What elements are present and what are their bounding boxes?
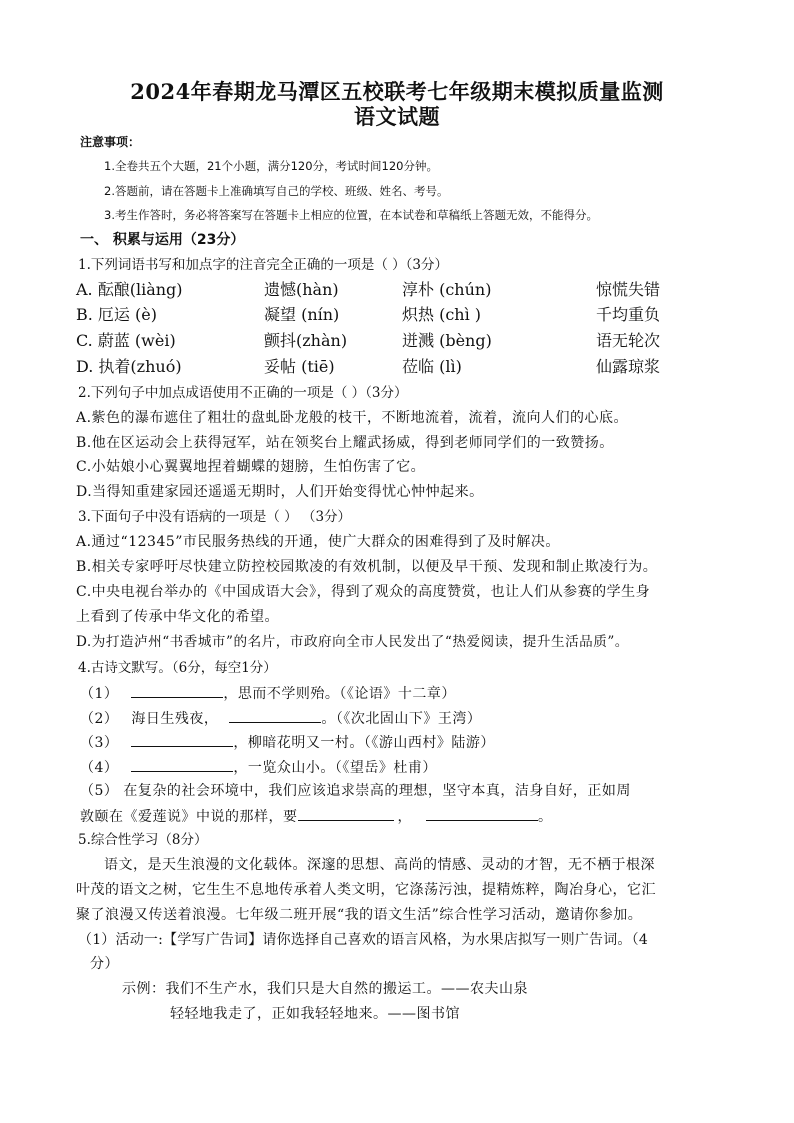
- option-b-col3: 炽热 (chì ): [402, 305, 482, 324]
- question-3-option-c-cont: 上看到了传承中华文化的希望。: [76, 609, 279, 625]
- note-item: 2.答题前，请在答题卡上准确填写自己的学校、班级、姓名、考号。: [104, 184, 449, 198]
- item-text: 海日生残夜，: [131, 711, 219, 727]
- item-number: （1）: [80, 686, 119, 702]
- question-5-paragraph: 叶茂的语文之树，它生生不息地传承着人类文明，它涤荡污浊，提精炼粹，陶冶身心，它汇: [76, 882, 656, 898]
- exam-title: 2024年春期龙马潭区五校联考七年级期末模拟质量监测: [130, 79, 664, 104]
- answer-blank[interactable]: [229, 708, 321, 723]
- option-a-col4: 惊慌失错: [596, 280, 661, 299]
- option-c-col4: 语无轮次: [596, 331, 661, 350]
- question-2-option-d: D.当得知重建家园还遥遥无期时，人们开始变得忧心忡忡起来。: [76, 484, 484, 500]
- item-number: （2）: [80, 711, 119, 727]
- answer-blank[interactable]: [298, 806, 394, 821]
- dictation-item-3: [80, 732, 495, 752]
- note-item: 3.考生作答时，务必将答案写在答题卡上相应的位置，在本试卷和草稿纸上答题无效，不能得分。: [104, 208, 598, 222]
- item-text: ，一览众山小。（《望岳》杜甫）: [233, 760, 437, 776]
- dictation-item-2: [80, 708, 481, 728]
- dictation-item-5-cont: [80, 806, 553, 826]
- option-a-col3: 淳朴 (chún): [402, 280, 492, 299]
- item-text: 。（《次北固山下》王湾）: [321, 711, 482, 727]
- option-c-col2: 颤抖(zhàn): [264, 331, 348, 350]
- option-b-col2: 凝望 (nín): [264, 305, 340, 324]
- option-c-col1: C. 蔚蓝 (wèi): [76, 331, 176, 350]
- item-text: ，思而不学则殆。（《论语》十二章）: [223, 686, 456, 702]
- item-text: 敦颐在《爱莲说》中说的那样，要: [80, 809, 298, 825]
- question-5-paragraph: 聚了浪漫又传送着浪漫。七年级二班开展“我的语文生活”综合性学习活动，邀请你参加。: [76, 907, 643, 923]
- option-d-col2: 妥帖 (tiē): [264, 357, 335, 376]
- answer-blank[interactable]: [131, 683, 223, 698]
- question-5-sub1-cont: 分）: [90, 956, 119, 972]
- answer-blank[interactable]: [131, 732, 233, 747]
- question-3-option-c: C.中央电视台举办的《中国成语大会》，得到了观众的高度赞赏，也让人们从参赛的学生身: [76, 584, 651, 600]
- question-3-option-b: B.相关专家呼吁尽快建立防控校园欺凌的有效机制，以便及早干预、发现和制止欺凌行为。: [76, 559, 658, 575]
- section-heading: 一、 积累与运用（23分）: [80, 232, 245, 248]
- option-b-col4: 千均重负: [596, 305, 661, 324]
- question-2-stem: 2.下列句子中加点成语使用不正确的一项是（ ）（3分）: [78, 385, 408, 401]
- question-4-stem: 4.古诗文默写。（6分，每空1分）: [78, 660, 277, 676]
- question-3-option-a: A.通过“12345”市民服务热线的开通，使广大群众的困难得到了及时解决。: [76, 534, 560, 550]
- answer-blank[interactable]: [426, 806, 538, 821]
- question-2-option-c: C.小姑娘小心翼翼地捏着蝴蝶的翅膀，生怕伤害了它。: [76, 459, 426, 475]
- option-a-col1: A. 酝酿(liàng): [76, 280, 183, 299]
- question-3-stem: 3.下面句子中没有语病的一项是（ ） （3分）: [78, 509, 352, 525]
- question-5-stem: 5.综合性学习（8分）: [78, 832, 208, 848]
- option-a-col2: 遗憾(hàn): [264, 280, 339, 299]
- option-d-col4: 仙露琼浆: [596, 357, 661, 376]
- option-d-col3: 莅临 (lì): [402, 357, 462, 376]
- dictation-item-5: （5） 在复杂的社会环境中，我们应该追求崇高的理想，坚守本真，洁身自好，正如周: [80, 783, 631, 799]
- question-1-stem: 1.下列词语书写和加点字的注音完全正确的一项是（ ）（3分）: [78, 257, 449, 273]
- answer-blank[interactable]: [131, 757, 233, 772]
- example-line-1: 示例：我们不生产水，我们只是大自然的搬运工。——农夫山泉: [122, 981, 528, 997]
- question-5-sub1: （1）活动一:【学写广告词】请你选择自己喜欢的语言风格，为水果店拟写一则广告词。（4: [78, 932, 648, 948]
- exam-subject: 语文试题: [354, 104, 440, 129]
- note-item: 1.全卷共五个大题，21个小题，满分120分，考试时间120分钟。: [104, 159, 439, 173]
- item-text: ，柳暗花明又一村。（《游山西村》陆游）: [233, 735, 495, 751]
- option-c-col3: 迸溅 (bèng): [402, 331, 492, 350]
- question-3-option-d: D.为打造泸州“书香城市”的名片，市政府向全市人民发出了“热爱阅读，提升生活品质”。: [76, 634, 629, 650]
- item-number: （4）: [80, 760, 119, 776]
- question-5-paragraph: 语文，是天生浪漫的文化载体。深邃的思想、高尚的情感、灵动的才智，无不栖于根深: [104, 857, 655, 873]
- item-number: （3）: [80, 735, 119, 751]
- question-2-option-a: A.紫色的瀑布遮住了粗壮的盘虬卧龙般的枝干，不断地流着，流着，流向人们的心底。: [76, 410, 629, 426]
- dictation-item-4: [80, 757, 437, 777]
- option-b-col1: B. 厄运 (è): [76, 305, 157, 324]
- item-text: 。: [538, 809, 553, 825]
- example-line-2: 轻轻地我走了，正如我轻轻地来。——图书馆: [170, 1006, 460, 1022]
- question-2-option-b: B.他在区运动会上获得冠军，站在领奖台上耀武扬威，得到老师同学们的一致赞扬。: [76, 435, 614, 451]
- dictation-item-1: [80, 683, 456, 703]
- notes-heading: 注意事项：: [80, 135, 141, 149]
- item-text: ，: [397, 809, 412, 825]
- option-d-col1: D. 执着(zhuó): [76, 357, 182, 376]
